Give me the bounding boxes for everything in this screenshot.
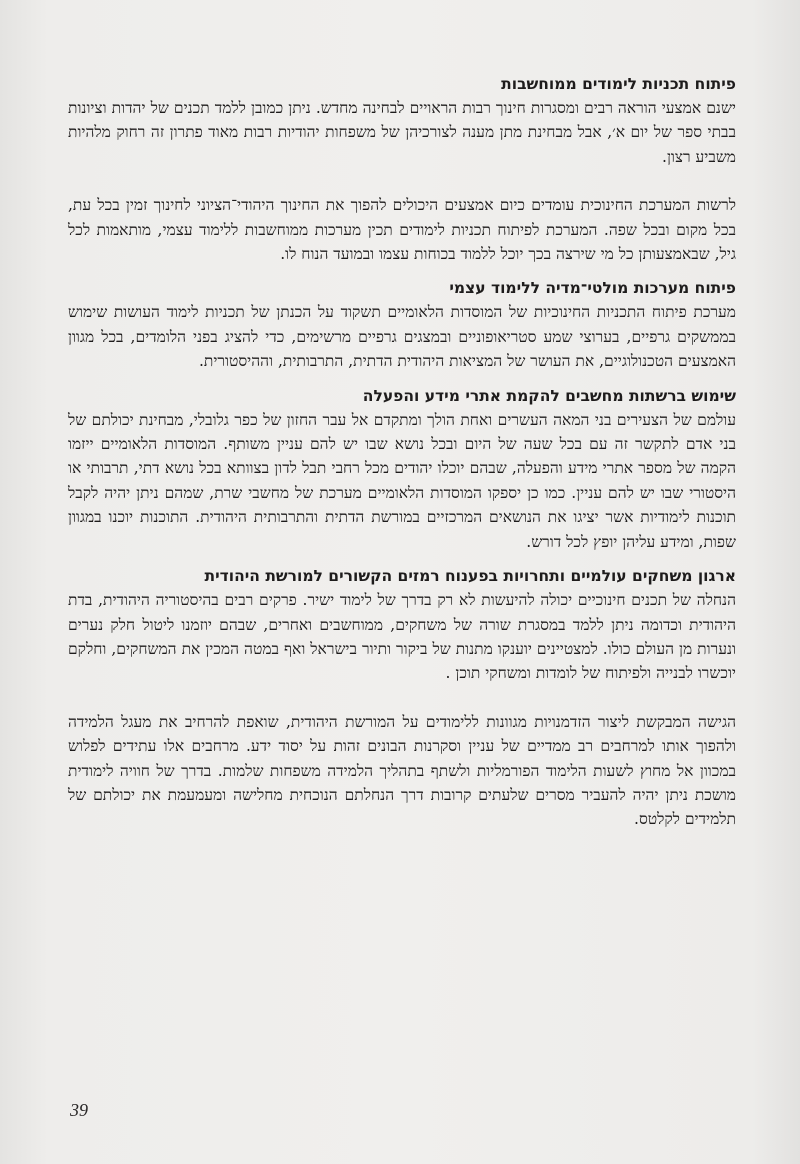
section-computer-networks [68, 384, 736, 554]
paragraph: הנחלה של תכנים חינוכיים יכולה להיעשות לא רק בדרך של לימוד ישיר. פרקים רבים בהיסטוריה היהודית, בדת היהודית וכדומה ניתן ללמד במסגרת שורה של משחקים, ממוחשבים ואחרים, שבהם יוזמנו ליטול חלק נערים ונערות מן העולם כולו. למצטיינים יוענקו מתנות של ביקור ותיור בישראל ואף במטה המכין את המשחקים, וחלקם יוכשרו לבנייה ולפיתוח של לומדות ומשחקי תוכן . [68, 591, 736, 683]
page-content [68, 72, 736, 832]
paragraph: מערכת פיתוח התכניות החינוכיות של המוסדות הלאומיים תשקוד על הכנתן של תכניות לימוד העושות שימוש בממשקים גרפיים, בערוצי שמע סטריאופוניים ובמצגים גרפיים מרשימים, כדי להציג בפני הלומדים, בכל מגוון האמצעים הטכנולוגיים, את העושר של המציאות היהודית הדתית, התרבותית, וההיסטורית. [68, 303, 736, 371]
paragraph: הגישה המבקשת ליצור הזדמנויות מגוונות ללימודים על המורשת היהודית, שואפת להרחיב את מעגל הלמידה ולהפוך אותו למרחבים רב ממדיים של עניין וסקרנות הבונים זהות על יסוד ידע. מרחבים אלו עתידים לפלוש במכוון אל מחוץ לשעות הלימוד הפורמליות ולשתף בתהליך הלמידה משפחות שלמות. בדרך של חוויה לימודית מושכת ניתן יהיה להעביר מסרים שלעתים קרובות דרך הנחלתם הנוכחית מחלישה ומעמעמת את יכולתם של תלמידים לקלטס. [68, 712, 736, 829]
section-heading: פיתוח תכניות לימודים ממוחשבות [501, 75, 736, 93]
paragraph: לרשות המערכת החינוכית עומדים כיום אמצעים היכולים להפוך את החינוך היהודי־הציוני לחינוך זמין בכל עת, בכל מקום ובכל שפה. המערכת לפיתוח תכניות לימודים תכין מערכות ממוחשבות ללימוד עצמי, מותאמות לכל גיל, שבאמצעותן כל מי שירצה בכך יוכל ללמוד בכוחות עצמו ובמועד הנוח לו. [68, 196, 736, 264]
section-heading: שימוש ברשתות מחשבים להקמת אתרי מידע והפעלה [362, 386, 736, 405]
section-global-games [68, 564, 736, 832]
paragraph: ישנם אמצעי הוראה רבים ומסגרות חינוך רבות הראויים לבחינה מחדש. ניתן כמובן ללמד תכנים של יהדות וציונות בבתי ספר של יום א׳, אבל מבחינת מתן מענה לצורכיהן של משפחות יהודיות רבות מאוד פתרון זה רחוק מלהיות משביע רצון. [68, 99, 736, 166]
section-multimedia-systems [68, 276, 736, 373]
section-heading: פיתוח מערכות מולטי־מדיה ללימוד עצמי [449, 279, 736, 298]
section-heading: ארגון משחקים עולמיים ותחרויות בפענוח רמזים הקשורים למורשת היהודית [204, 567, 736, 586]
page-number: 39 [70, 1100, 88, 1120]
paragraph: עולמם של הצעירים בני המאה העשרים ואחת הולך ומתקדם אל עבר החזון של כפר גלובלי, מבחינת יכולתם של בני אדם לתקשר זה עם בכל שעה של היום ובכל נושא שבו יש להם עניין משותף. המוסדות הלאומיים ייזמו הקמה של מספר אתרי מידע והפעלה, שבהם יוכלו יהודים מכל רחבי תבל לדון בצוותא בכל נושא דתי, תרבותי או היסטורי שבו יש להם עניין. כמו כן יספקו המוסדות הלאומיים מערכת של מחשבי שרת, שמהם ניתן יהיה לקבל תוכנות לימודיות אשר יציגו את הנושאים המרכזיים במורשת הדתית והתרבותית היהודית. התוכנות יוכנו במגוון שפות, ומידע עליהן יופץ לכל דורש. [68, 410, 737, 551]
section-computerized-curricula [68, 72, 736, 266]
